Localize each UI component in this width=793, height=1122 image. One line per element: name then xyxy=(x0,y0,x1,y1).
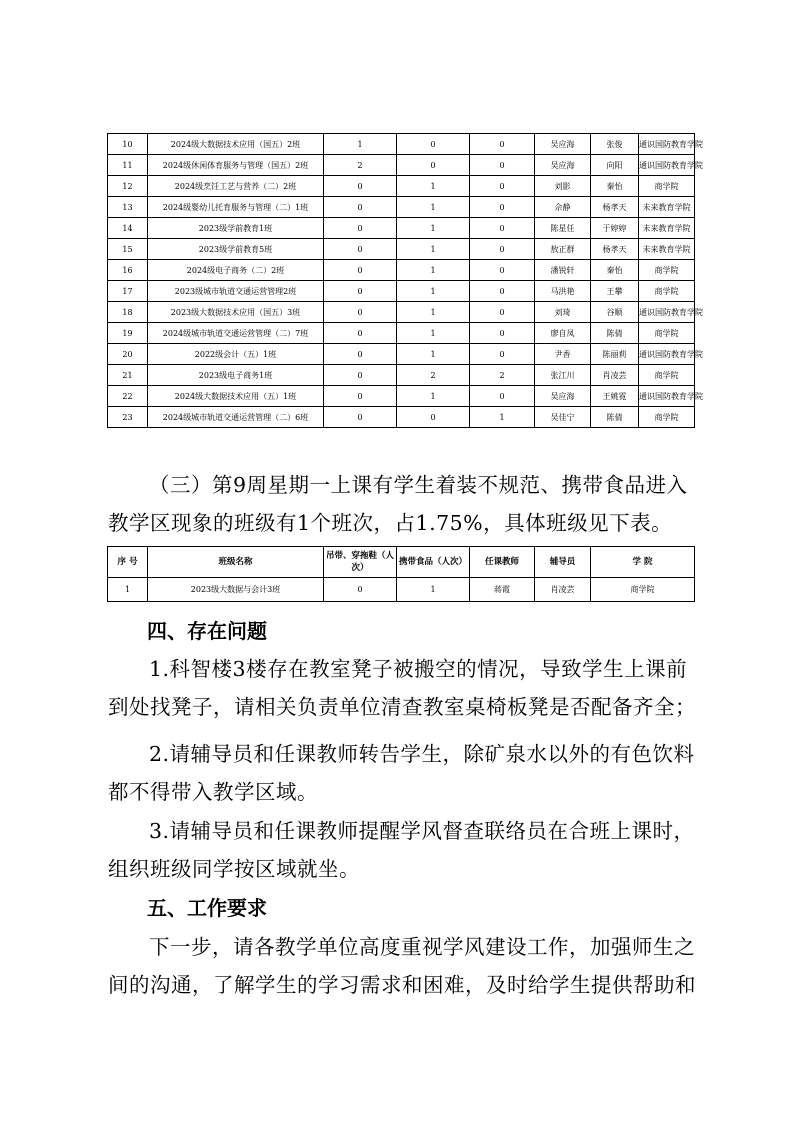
cell-counselor: 向阳 xyxy=(591,155,639,176)
section-5-body: 下一步，请各教学单位高度重视学风建设工作，加强师生之间的沟通，了解学生的学习需求和困难，及时给学生提供帮助和 xyxy=(108,935,696,997)
header-food: 携带食品（人次） xyxy=(397,547,470,578)
cell-class-name: 2023级城市轨道交通运营管理2班 xyxy=(148,281,324,302)
section-3-intro: （三）第9周星期一上课有学生着装不规范、携带食品进入教学区现象的班级有1个班次，占1.75%，具体班级见下表。 xyxy=(108,473,688,535)
table-row xyxy=(108,407,695,428)
header-counselor: 辅导员 xyxy=(535,547,591,578)
cell-counselor: 肖凌芸 xyxy=(535,578,591,602)
header-attire: 吊带、穿拖鞋（人次） xyxy=(324,547,397,578)
cell-college: 未来教育学院 xyxy=(639,218,695,239)
cell-college: 通识国防教育学院 xyxy=(639,386,695,407)
cell-college: 商学院 xyxy=(639,323,695,344)
cell-teacher: 陈星任 xyxy=(535,218,591,239)
cell-food: 1 xyxy=(397,239,470,260)
cell-other: 0 xyxy=(470,323,535,344)
cell-class-name: 2023级大数据与会计3班 xyxy=(148,578,324,602)
cell-attire: 2 xyxy=(324,155,397,176)
cell-food: 1 xyxy=(397,281,470,302)
issue-item-2: 2.请辅导员和任课教师转告学生，除矿泉水以外的有色饮料都不得带入教学区域。 xyxy=(108,742,695,804)
cell-other: 0 xyxy=(470,134,535,155)
cell-counselor: 秦怡 xyxy=(591,176,639,197)
cell-other: 0 xyxy=(470,155,535,176)
cell-college: 通识国防教育学院 xyxy=(639,155,695,176)
cell-food: 0 xyxy=(397,134,470,155)
table-row xyxy=(108,302,695,323)
cell-teacher: 刘影 xyxy=(535,176,591,197)
cell-class-name: 2024级城市轨道交通运营管理（二）6班 xyxy=(148,407,324,428)
cell-college: 商学院 xyxy=(639,407,695,428)
cell-counselor: 王攀 xyxy=(591,281,639,302)
cell-index: 14 xyxy=(108,218,148,239)
cell-teacher: 尹香 xyxy=(535,344,591,365)
cell-teacher: 吴应海 xyxy=(535,386,591,407)
cell-index: 19 xyxy=(108,323,148,344)
cell-index: 10 xyxy=(108,134,148,155)
cell-class-name: 2024级城市轨道交通运营管理（二）7班 xyxy=(148,323,324,344)
cell-food: 1 xyxy=(397,260,470,281)
cell-teacher: 马洪艳 xyxy=(535,281,591,302)
cell-attire: 0 xyxy=(324,281,397,302)
cell-index: 17 xyxy=(108,281,148,302)
cell-food: 1 xyxy=(397,197,470,218)
cell-index: 1 xyxy=(108,578,148,602)
cell-attire: 0 xyxy=(324,239,397,260)
cell-other: 0 xyxy=(470,260,535,281)
cell-counselor: 王姚霓 xyxy=(591,386,639,407)
section-4-heading: 四、存在问题 xyxy=(147,619,267,643)
cell-college: 通识国防教育学院 xyxy=(639,302,695,323)
cell-food: 2 xyxy=(397,365,470,386)
cell-class-name: 2024级电子商务（二）2班 xyxy=(148,260,324,281)
cell-other: 0 xyxy=(470,218,535,239)
cell-counselor: 杨孝天 xyxy=(591,197,639,218)
cell-class-name: 2023级大数据技术应用（国五）3班 xyxy=(148,302,324,323)
cell-college: 商学院 xyxy=(639,260,695,281)
cell-food: 1 xyxy=(397,578,470,602)
cell-teacher: 吴应海 xyxy=(535,134,591,155)
cell-index: 22 xyxy=(108,386,148,407)
cell-index: 20 xyxy=(108,344,148,365)
cell-teacher: 潘锐轩 xyxy=(535,260,591,281)
cell-index: 16 xyxy=(108,260,148,281)
cell-class-name: 2024级婴幼儿托育服务与管理（二）1班 xyxy=(148,197,324,218)
cell-teacher: 敖正群 xyxy=(535,239,591,260)
food-attire-table xyxy=(107,546,695,602)
cell-index: 23 xyxy=(108,407,148,428)
cell-counselor: 张俊 xyxy=(591,134,639,155)
issue-item-3: 3.请辅导员和任课教师提醒学风督查联络员在合班上课时，组织班级同学按区域就坐。 xyxy=(108,819,695,881)
cell-college: 通识国防教育学院 xyxy=(639,344,695,365)
cell-counselor: 陈丽莉 xyxy=(591,344,639,365)
cell-teacher: 张江川 xyxy=(535,365,591,386)
cell-teacher: 蒋霞 xyxy=(470,578,535,602)
cell-other: 0 xyxy=(470,239,535,260)
cell-college: 商学院 xyxy=(639,176,695,197)
cell-class-name: 2022级会计（五）1班 xyxy=(148,344,324,365)
cell-college: 商学院 xyxy=(639,281,695,302)
cell-index: 11 xyxy=(108,155,148,176)
table-row xyxy=(108,281,695,302)
cell-counselor: 肖凌芸 xyxy=(591,365,639,386)
cell-class-name: 2024级大数据技术应用（五）1班 xyxy=(148,386,324,407)
cell-class-name: 2023级电子商务1班 xyxy=(148,365,324,386)
cell-class-name: 2023级学前教育1班 xyxy=(148,218,324,239)
cell-attire: 0 xyxy=(324,197,397,218)
cell-other: 1 xyxy=(470,407,535,428)
cell-counselor: 于婷婷 xyxy=(591,218,639,239)
cell-teacher: 廖自凤 xyxy=(535,323,591,344)
cell-attire: 0 xyxy=(324,323,397,344)
cell-other: 0 xyxy=(470,344,535,365)
cell-attire: 0 xyxy=(324,407,397,428)
cell-teacher: 刘琦 xyxy=(535,302,591,323)
cell-index: 18 xyxy=(108,302,148,323)
food-attire-table-header xyxy=(108,547,695,578)
table-row xyxy=(108,365,695,386)
cell-counselor: 谷顺 xyxy=(591,302,639,323)
table-row xyxy=(108,176,695,197)
cell-counselor: 陈倩 xyxy=(591,407,639,428)
class-violation-table-body xyxy=(108,134,703,428)
table-row xyxy=(108,134,695,155)
cell-attire: 1 xyxy=(324,134,397,155)
table-row xyxy=(108,578,695,602)
cell-attire: 0 xyxy=(324,365,397,386)
cell-attire: 0 xyxy=(324,260,397,281)
cell-index: 12 xyxy=(108,176,148,197)
table-row xyxy=(108,197,695,218)
cell-index: 13 xyxy=(108,197,148,218)
issue-item-1: 1.科智楼3楼存在教室凳子被搬空的情况，导致学生上课前到处找凳子，请相关负责单位清查教室桌椅板凳是否配备齐全； xyxy=(108,657,696,719)
table-row xyxy=(108,155,695,176)
table-row xyxy=(108,239,695,260)
cell-attire: 0 xyxy=(324,302,397,323)
cell-other: 0 xyxy=(470,197,535,218)
class-violation-table xyxy=(107,133,703,428)
cell-teacher: 吴应海 xyxy=(535,155,591,176)
cell-index: 21 xyxy=(108,365,148,386)
cell-index: 15 xyxy=(108,239,148,260)
cell-other: 0 xyxy=(470,302,535,323)
section-5-heading: 五、工作要求 xyxy=(147,896,267,920)
header-class-name: 班级名称 xyxy=(148,547,324,578)
cell-counselor: 陈倩 xyxy=(591,323,639,344)
cell-food: 1 xyxy=(397,386,470,407)
cell-attire: 0 xyxy=(324,386,397,407)
cell-college: 未来教育学院 xyxy=(639,197,695,218)
table-row xyxy=(108,344,695,365)
food-attire-table-body xyxy=(108,578,695,602)
cell-other: 0 xyxy=(470,176,535,197)
cell-class-name: 2023级学前教育5班 xyxy=(148,239,324,260)
table-row xyxy=(108,260,695,281)
cell-food: 1 xyxy=(397,323,470,344)
cell-attire: 0 xyxy=(324,578,397,602)
cell-attire: 0 xyxy=(324,344,397,365)
cell-attire: 0 xyxy=(324,218,397,239)
cell-other: 0 xyxy=(470,281,535,302)
table-row xyxy=(108,218,695,239)
cell-class-name: 2024级休闲体育服务与管理（国五）2班 xyxy=(148,155,324,176)
header-teacher: 任课教师 xyxy=(470,547,535,578)
header-index: 序 号 xyxy=(108,547,148,578)
cell-class-name: 2024级大数据技术应用（国五）2班 xyxy=(148,134,324,155)
cell-food: 1 xyxy=(397,218,470,239)
cell-class-name: 2024级烹饪工艺与营养（二）2班 xyxy=(148,176,324,197)
cell-teacher: 佘静 xyxy=(535,197,591,218)
cell-counselor: 杨孝天 xyxy=(591,239,639,260)
cell-college: 商学院 xyxy=(591,578,695,602)
cell-other: 2 xyxy=(470,365,535,386)
table-row xyxy=(108,386,695,407)
header-college: 学 院 xyxy=(591,547,695,578)
cell-teacher: 吴佳宁 xyxy=(535,407,591,428)
cell-attire: 0 xyxy=(324,176,397,197)
cell-food: 1 xyxy=(397,344,470,365)
cell-food: 1 xyxy=(397,176,470,197)
cell-college: 未来教育学院 xyxy=(639,239,695,260)
table-row xyxy=(108,323,695,344)
cell-food: 0 xyxy=(397,407,470,428)
cell-college: 商学院 xyxy=(639,365,695,386)
cell-college: 通识国防教育学院 xyxy=(639,134,695,155)
cell-other: 0 xyxy=(470,386,535,407)
cell-counselor: 秦怡 xyxy=(591,260,639,281)
cell-food: 1 xyxy=(397,302,470,323)
cell-food: 0 xyxy=(397,155,470,176)
